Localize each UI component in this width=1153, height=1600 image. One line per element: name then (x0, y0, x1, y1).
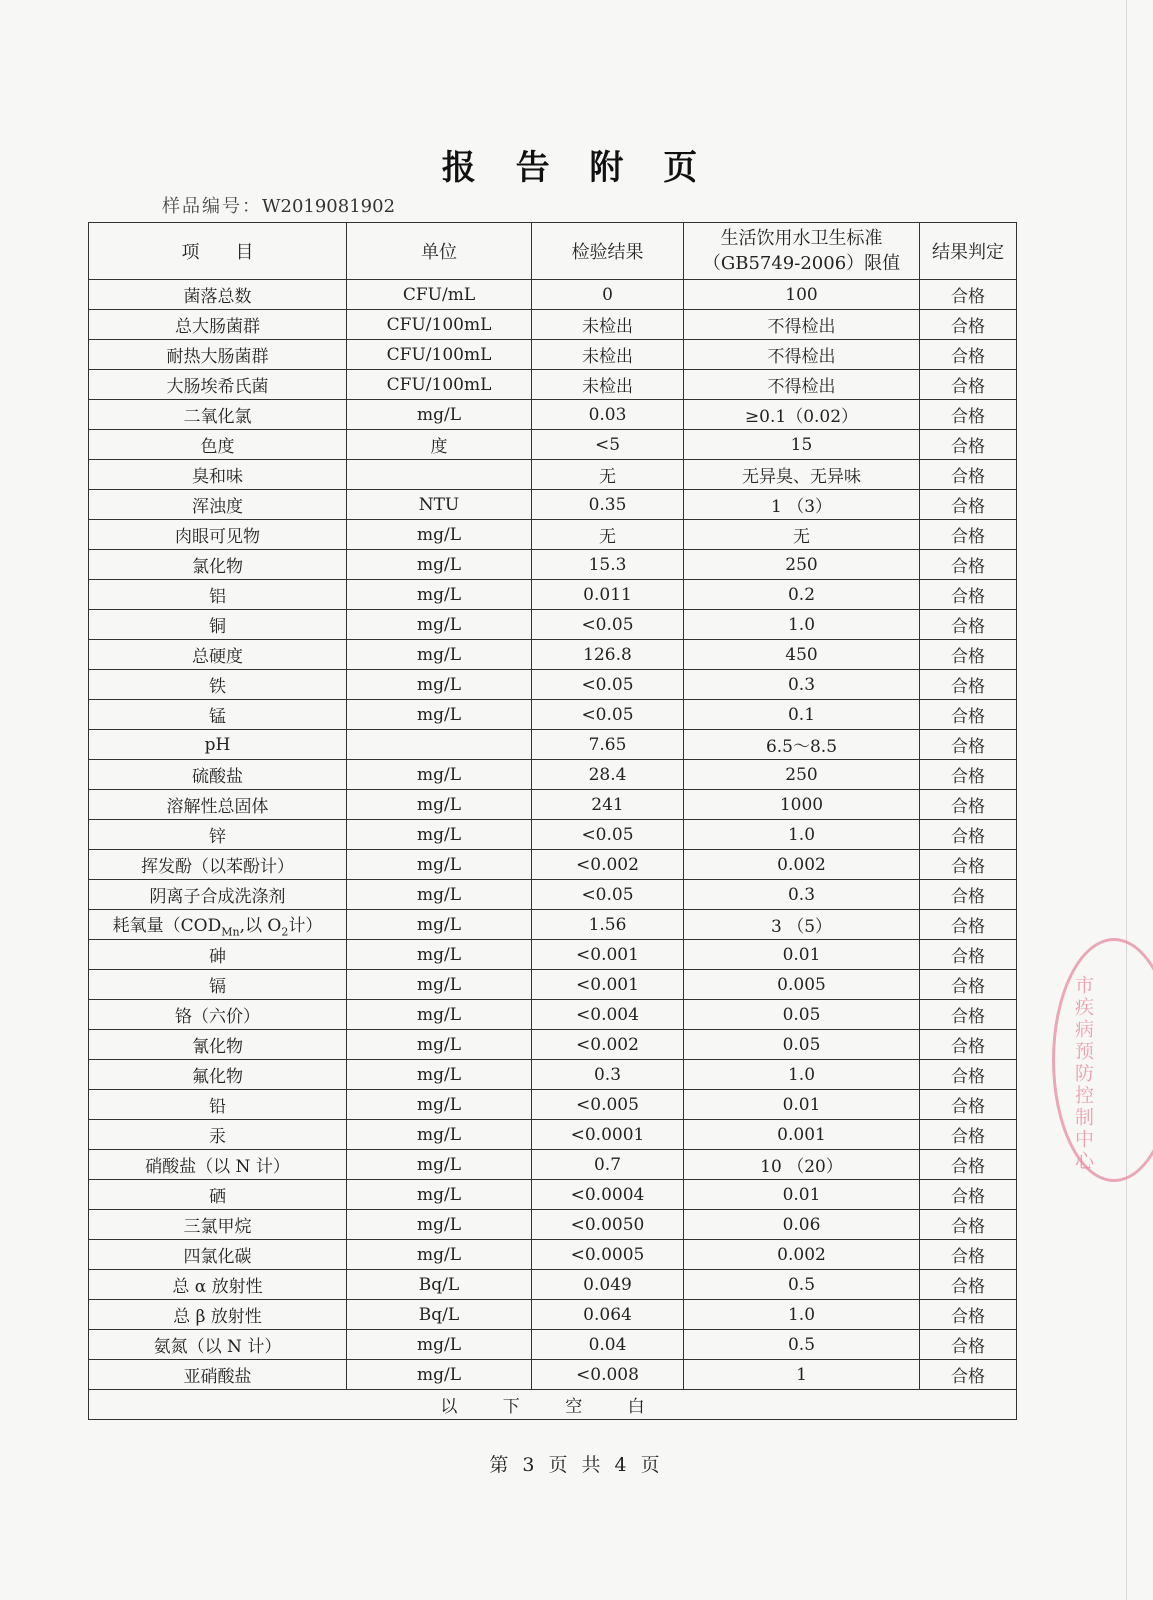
cell-unit: mg/L (347, 820, 532, 850)
cell-limit: 0.2 (684, 580, 920, 610)
item-text: 臭和味 (192, 467, 243, 487)
cell-unit: CFU/100mL (347, 370, 532, 400)
cell-item (89, 730, 347, 760)
cell-judgement: 合格 (920, 340, 1017, 370)
cell-result: <0.0005 (532, 1240, 684, 1270)
cell-item (89, 850, 347, 880)
table-row (89, 1090, 1017, 1120)
cell-judgement: 合格 (920, 1060, 1017, 1090)
item-text: 耐热大肠菌群 (166, 347, 269, 367)
item-text: 总 β 放射性 (173, 1307, 262, 1327)
cell-judgement: 合格 (920, 430, 1017, 460)
cell-limit: 1 （3） (684, 490, 920, 520)
item-text: 耗氧量（COD (112, 915, 222, 936)
item-text: 氯化物 (192, 557, 243, 577)
header-judgement: 结果判定 (920, 223, 1017, 280)
cell-item (89, 1360, 347, 1390)
table-row (89, 340, 1017, 370)
cell-limit: 0.1 (684, 700, 920, 730)
cell-unit: mg/L (347, 1180, 532, 1210)
cell-result: 0.011 (532, 580, 684, 610)
cell-unit: mg/L (347, 580, 532, 610)
item-text: 色度 (200, 437, 235, 457)
table-row (89, 1150, 1017, 1180)
cell-item (89, 490, 347, 520)
table-row (89, 670, 1017, 700)
cell-limit: 0.05 (684, 1030, 920, 1060)
item-text: 氰化物 (192, 1037, 243, 1057)
cell-judgement: 合格 (920, 1330, 1017, 1360)
cell-unit: mg/L (347, 1060, 532, 1090)
cell-unit: mg/L (347, 850, 532, 880)
cell-judgement: 合格 (920, 1360, 1017, 1390)
page-edge-line (1126, 0, 1127, 1600)
cell-judgement: 合格 (920, 310, 1017, 340)
cell-limit: 1 (684, 1360, 920, 1390)
cell-limit: 0.06 (684, 1210, 920, 1240)
cell-judgement: 合格 (920, 880, 1017, 910)
cell-result: <0.0004 (532, 1180, 684, 1210)
table-row (89, 610, 1017, 640)
cell-item (89, 1330, 347, 1360)
cell-unit: mg/L (347, 670, 532, 700)
test-results-table (88, 222, 1017, 1420)
cell-item (89, 1180, 347, 1210)
cell-limit: 不得检出 (684, 310, 920, 340)
cell-item (89, 340, 347, 370)
cell-unit: mg/L (347, 1000, 532, 1030)
cell-result: 241 (532, 790, 684, 820)
header-unit: 单位 (347, 223, 532, 280)
cell-item (89, 760, 347, 790)
item-text: 铜 (209, 617, 226, 637)
cell-judgement: 合格 (920, 1000, 1017, 1030)
cell-limit: 6.5～8.5 (684, 730, 920, 760)
table-row (89, 760, 1017, 790)
cell-item (89, 880, 347, 910)
cell-unit: mg/L (347, 880, 532, 910)
cell-limit: 250 (684, 760, 920, 790)
cell-limit: 不得检出 (684, 340, 920, 370)
cell-judgement: 合格 (920, 910, 1017, 940)
cell-judgement: 合格 (920, 610, 1017, 640)
cell-limit: 0.001 (684, 1120, 920, 1150)
cell-item (89, 940, 347, 970)
cell-unit: Bq/L (347, 1300, 532, 1330)
cell-judgement: 合格 (920, 700, 1017, 730)
cell-unit: mg/L (347, 790, 532, 820)
cell-result: 0.7 (532, 1150, 684, 1180)
cell-unit: mg/L (347, 1360, 532, 1390)
cell-result: <0.002 (532, 850, 684, 880)
cell-item (89, 550, 347, 580)
cell-result: 28.4 (532, 760, 684, 790)
table-row (89, 430, 1017, 460)
cell-judgement: 合格 (920, 1090, 1017, 1120)
cell-item (89, 520, 347, 550)
cell-limit: 0.01 (684, 940, 920, 970)
cell-judgement: 合格 (920, 940, 1017, 970)
cell-judgement: 合格 (920, 1240, 1017, 1270)
cell-unit: mg/L (347, 1030, 532, 1060)
cell-limit: 0.01 (684, 1090, 920, 1120)
cell-unit: 度 (347, 430, 532, 460)
item-text: 锌 (209, 827, 226, 847)
table-row (89, 1300, 1017, 1330)
table-footer-row (89, 1390, 1017, 1420)
cell-limit: 0.5 (684, 1270, 920, 1300)
cell-unit: mg/L (347, 1330, 532, 1360)
cell-unit: mg/L (347, 550, 532, 580)
cell-result: <0.001 (532, 940, 684, 970)
header-standard-limit (684, 223, 920, 280)
cell-limit: 100 (684, 280, 920, 310)
cell-unit: mg/L (347, 400, 532, 430)
cell-judgement: 合格 (920, 1120, 1017, 1150)
cell-judgement: 合格 (920, 460, 1017, 490)
cell-unit: mg/L (347, 520, 532, 550)
item-text: 溶解性总固体 (166, 797, 269, 817)
cell-result: 15.3 (532, 550, 684, 580)
table-row (89, 1210, 1017, 1240)
table-row (89, 1120, 1017, 1150)
table-row (89, 280, 1017, 310)
cell-judgement: 合格 (920, 370, 1017, 400)
item-text: 硝酸盐（以 N 计） (145, 1157, 290, 1177)
cell-item (89, 1270, 347, 1300)
cell-judgement: 合格 (920, 580, 1017, 610)
item-text: 锰 (209, 707, 226, 727)
cell-judgement: 合格 (920, 490, 1017, 520)
cell-result: <0.005 (532, 1090, 684, 1120)
cell-result: <0.0001 (532, 1120, 684, 1150)
official-seal-text: 市疾病预防控制中心 (1072, 975, 1094, 1173)
item-text: 镉 (209, 977, 226, 997)
cell-item (89, 1060, 347, 1090)
cell-item (89, 580, 347, 610)
blank-below-note: 以 下 空 白 (89, 1390, 1017, 1420)
cell-unit (347, 730, 532, 760)
sample-number-line (162, 192, 395, 218)
item-text: 挥发酚（以苯酚计） (141, 857, 294, 877)
page-title: 报 告 附 页 (441, 148, 712, 188)
cell-limit: 0.3 (684, 670, 920, 700)
cell-unit: NTU (347, 490, 532, 520)
cell-result: 1.56 (532, 910, 684, 940)
table-row (89, 820, 1017, 850)
cell-judgement: 合格 (920, 970, 1017, 1000)
cell-limit: 1.0 (684, 1060, 920, 1090)
cell-item (89, 910, 347, 940)
item-text: 总硬度 (192, 647, 243, 667)
item-text: pH (204, 734, 231, 755)
cell-item (89, 1300, 347, 1330)
cell-limit: 10 （20） (684, 1150, 920, 1180)
cell-judgement: 合格 (920, 760, 1017, 790)
cell-result: <0.0050 (532, 1210, 684, 1240)
cell-result: 0.064 (532, 1300, 684, 1330)
cell-judgement: 合格 (920, 730, 1017, 760)
cell-limit: 0.002 (684, 850, 920, 880)
cell-judgement: 合格 (920, 1210, 1017, 1240)
cell-result: 0.049 (532, 1270, 684, 1300)
cell-result: <0.008 (532, 1360, 684, 1390)
cell-limit: 15 (684, 430, 920, 460)
cell-unit: mg/L (347, 1210, 532, 1240)
cell-judgement: 合格 (920, 1270, 1017, 1300)
cell-item (89, 1000, 347, 1030)
table-body (89, 280, 1017, 1390)
item-text-mid: ,以 O (239, 915, 282, 936)
cell-judgement: 合格 (920, 400, 1017, 430)
header-standard-line1: 生活饮用水卫生标准 (720, 228, 883, 249)
cell-limit: 0.01 (684, 1180, 920, 1210)
table-row (89, 310, 1017, 340)
cell-result: <0.004 (532, 1000, 684, 1030)
cell-item (89, 1120, 347, 1150)
table-row (89, 1180, 1017, 1210)
cell-unit: CFU/mL (347, 280, 532, 310)
cell-item (89, 640, 347, 670)
cell-limit: 0.002 (684, 1240, 920, 1270)
cell-unit: mg/L (347, 1090, 532, 1120)
cell-unit: mg/L (347, 610, 532, 640)
cell-item (89, 310, 347, 340)
item-text: 硒 (209, 1187, 226, 1207)
cell-unit: mg/L (347, 1120, 532, 1150)
cell-judgement: 合格 (920, 640, 1017, 670)
item-text: 二氧化氯 (183, 407, 252, 427)
table-row (89, 1240, 1017, 1270)
cell-judgement: 合格 (920, 1030, 1017, 1060)
cell-result: 0.03 (532, 400, 684, 430)
cell-judgement: 合格 (920, 790, 1017, 820)
table-header-row (89, 223, 1017, 280)
cell-unit: mg/L (347, 1150, 532, 1180)
cell-limit: 250 (684, 550, 920, 580)
cell-item (89, 1210, 347, 1240)
item-text: 大肠埃希氏菌 (166, 377, 269, 397)
table-row (89, 1000, 1017, 1030)
table-row (89, 1030, 1017, 1060)
table-row (89, 1270, 1017, 1300)
item-text: 总 α 放射性 (172, 1277, 263, 1297)
cell-unit: mg/L (347, 640, 532, 670)
cell-judgement: 合格 (920, 670, 1017, 700)
cell-judgement: 合格 (920, 1150, 1017, 1180)
cell-limit: 不得检出 (684, 370, 920, 400)
cell-result: 7.65 (532, 730, 684, 760)
table-row (89, 1330, 1017, 1360)
cell-limit: 1.0 (684, 820, 920, 850)
cell-result: <0.05 (532, 880, 684, 910)
table-row (89, 880, 1017, 910)
cell-item (89, 1090, 347, 1120)
sample-number-value: W2019081902 (262, 196, 396, 217)
table-row (89, 730, 1017, 760)
item-subscript: 2 (281, 925, 289, 939)
cell-limit: ≥0.1（0.02） (684, 400, 920, 430)
cell-result: <5 (532, 430, 684, 460)
cell-unit: mg/L (347, 970, 532, 1000)
cell-limit: 3 （5） (684, 910, 920, 940)
cell-result: <0.05 (532, 820, 684, 850)
item-text: 铁 (209, 677, 226, 697)
cell-item (89, 1030, 347, 1060)
table-row (89, 970, 1017, 1000)
table-row (89, 550, 1017, 580)
cell-result: <0.05 (532, 610, 684, 640)
table-row (89, 580, 1017, 610)
cell-item (89, 670, 347, 700)
item-subscript: Mn (221, 925, 240, 939)
cell-item (89, 1150, 347, 1180)
item-text: 肉眼可见物 (175, 527, 260, 547)
cell-result: 0 (532, 280, 684, 310)
item-text: 菌落总数 (183, 287, 252, 307)
cell-unit: CFU/100mL (347, 340, 532, 370)
item-text: 浑浊度 (192, 497, 243, 517)
cell-judgement: 合格 (920, 520, 1017, 550)
cell-result: <0.002 (532, 1030, 684, 1060)
table-row (89, 1360, 1017, 1390)
cell-result: <0.05 (532, 670, 684, 700)
cell-judgement: 合格 (920, 820, 1017, 850)
cell-unit: mg/L (347, 760, 532, 790)
header-standard-line2: （GB5749-2006）限值 (702, 253, 901, 274)
table-row (89, 790, 1017, 820)
cell-item (89, 400, 347, 430)
cell-result: 126.8 (532, 640, 684, 670)
cell-limit: 0.5 (684, 1330, 920, 1360)
table-row (89, 700, 1017, 730)
cell-item (89, 610, 347, 640)
cell-unit (347, 460, 532, 490)
cell-unit: mg/L (347, 940, 532, 970)
cell-item (89, 460, 347, 490)
cell-limit: 0.005 (684, 970, 920, 1000)
item-text: 亚硝酸盐 (183, 1367, 252, 1387)
cell-unit: Bq/L (347, 1270, 532, 1300)
cell-result: <0.05 (532, 700, 684, 730)
table-row (89, 1060, 1017, 1090)
cell-limit: 无异臭、无异味 (684, 460, 920, 490)
item-text: 总大肠菌群 (175, 317, 260, 337)
cell-limit: 450 (684, 640, 920, 670)
cell-result: 未检出 (532, 370, 684, 400)
cell-unit: CFU/100mL (347, 310, 532, 340)
cell-item (89, 790, 347, 820)
cell-result: 0.35 (532, 490, 684, 520)
item-text: 硫酸盐 (192, 767, 243, 787)
cell-result: 未检出 (532, 310, 684, 340)
item-text: 铝 (209, 587, 226, 607)
cell-limit: 0.3 (684, 880, 920, 910)
item-text: 四氯化碳 (183, 1247, 252, 1267)
cell-item (89, 820, 347, 850)
table-row (89, 940, 1017, 970)
cell-limit: 1.0 (684, 610, 920, 640)
table-row (89, 640, 1017, 670)
item-text: 汞 (209, 1127, 226, 1147)
item-text: 铬（六价） (175, 1007, 260, 1027)
cell-item (89, 970, 347, 1000)
cell-limit: 1000 (684, 790, 920, 820)
table-row (89, 370, 1017, 400)
table-row (89, 490, 1017, 520)
item-text: 阴离子合成洗涤剂 (149, 887, 286, 907)
cell-result: 未检出 (532, 340, 684, 370)
cell-result: 无 (532, 460, 684, 490)
cell-limit: 0.05 (684, 1000, 920, 1030)
cell-unit: mg/L (347, 1240, 532, 1270)
cell-item (89, 370, 347, 400)
cell-judgement: 合格 (920, 1300, 1017, 1330)
cell-judgement: 合格 (920, 550, 1017, 580)
table-row (89, 460, 1017, 490)
cell-item (89, 280, 347, 310)
table-row (89, 850, 1017, 880)
cell-limit: 1.0 (684, 1300, 920, 1330)
item-text: 三氯甲烷 (183, 1217, 252, 1237)
item-text-tail: 计） (288, 915, 323, 936)
cell-result: 无 (532, 520, 684, 550)
cell-judgement: 合格 (920, 280, 1017, 310)
cell-item (89, 1240, 347, 1270)
table-row (89, 910, 1017, 940)
cell-judgement: 合格 (920, 850, 1017, 880)
cell-unit: mg/L (347, 700, 532, 730)
cell-result: 0.3 (532, 1060, 684, 1090)
cell-unit: mg/L (347, 910, 532, 940)
cell-limit: 无 (684, 520, 920, 550)
cell-judgement: 合格 (920, 1180, 1017, 1210)
header-item: 项 目 (89, 223, 347, 280)
cell-result: 0.04 (532, 1330, 684, 1360)
cell-item (89, 700, 347, 730)
item-text: 铅 (209, 1097, 226, 1117)
table-row (89, 400, 1017, 430)
item-text: 砷 (209, 947, 226, 967)
table-row (89, 520, 1017, 550)
sample-number-label: 样品编号： (162, 196, 262, 217)
item-text: 氟化物 (192, 1067, 243, 1087)
item-text: 氨氮（以 N 计） (153, 1337, 282, 1357)
page-number: 第 3 页 共 4 页 (489, 1454, 664, 1476)
header-result: 检验结果 (532, 223, 684, 280)
cell-item (89, 430, 347, 460)
cell-result: <0.001 (532, 970, 684, 1000)
